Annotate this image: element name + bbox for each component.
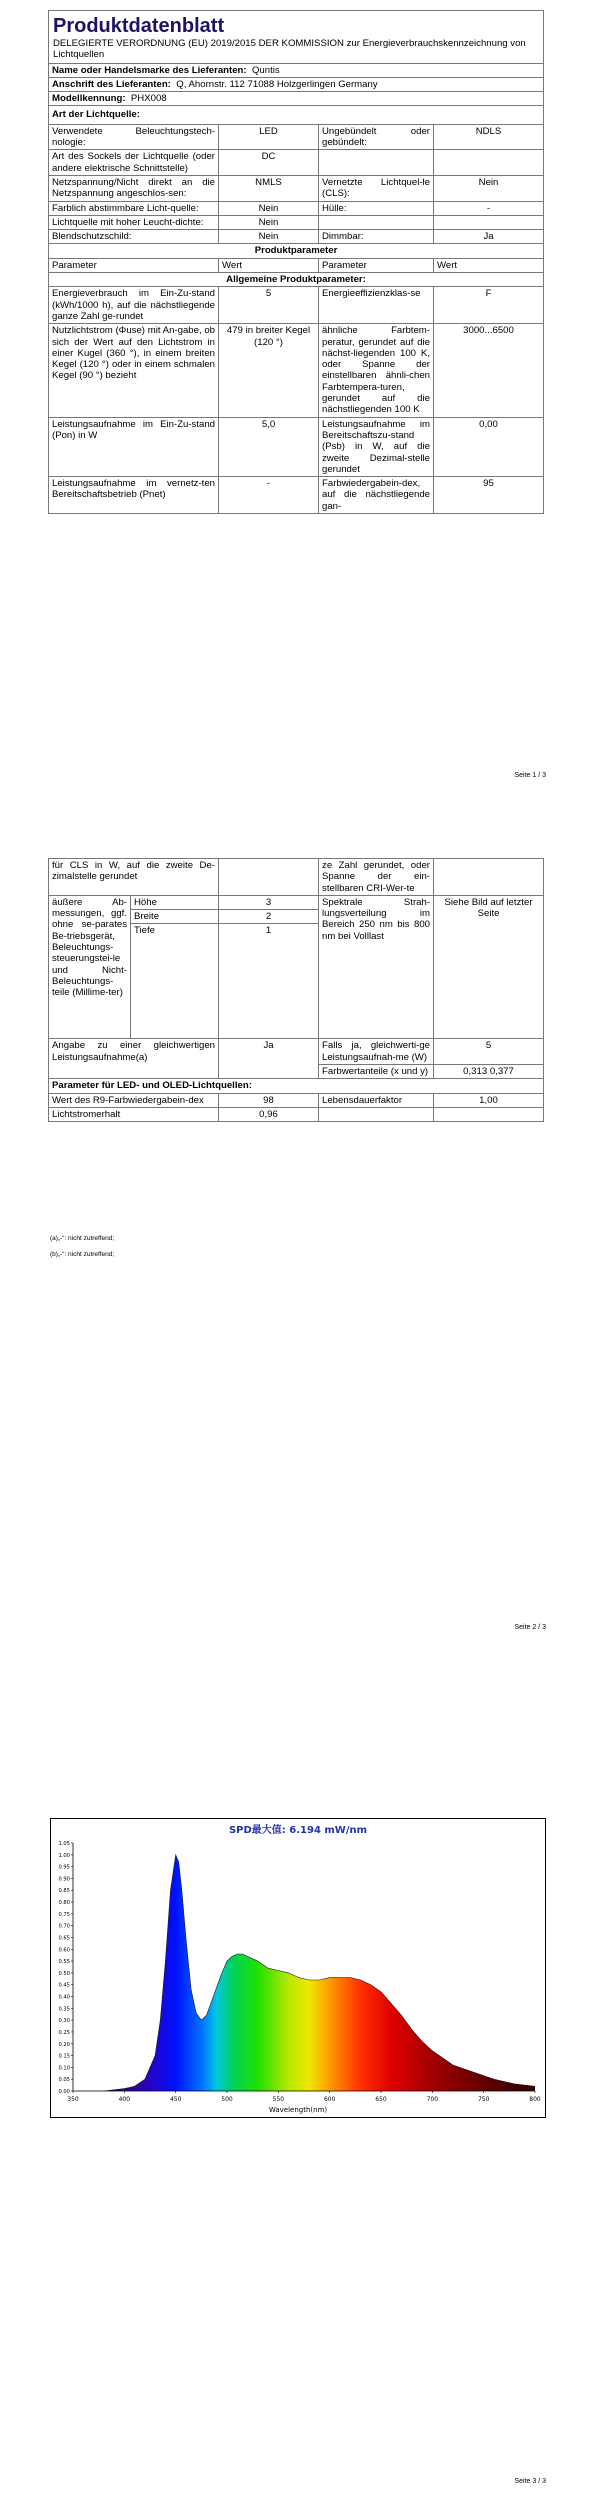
- row-label: Hülle:: [319, 201, 434, 215]
- row-label: Verwendete Beleuchtungstech-nologie:: [49, 124, 219, 150]
- row-value: [434, 150, 544, 176]
- y-tick-label: 0.95: [58, 1864, 70, 1871]
- y-tick-label: 0.80: [58, 1900, 70, 1907]
- param-label: Leistungsaufnahme im vernetz-ten Bereitschaftsbetrieb (Pnet): [49, 477, 219, 514]
- y-tick-label: 0.30: [58, 2018, 70, 2025]
- chart-title: SPD最大值: 6.194 mW/nm: [228, 1825, 368, 1836]
- product-params-heading: Produktparameter: [49, 244, 544, 258]
- y-tick-label: 0.90: [58, 1876, 70, 1883]
- x-tick-label: 400: [118, 2096, 131, 2103]
- dimension-name: Breite: [131, 910, 219, 924]
- column-header-value: Wert: [219, 258, 319, 272]
- row-label: [319, 215, 434, 229]
- y-tick-label: 0.35: [58, 2006, 70, 2013]
- param-value: 479 in breiter Kegel (120 °): [219, 324, 319, 417]
- supplier-address-label: Anschrift des Lieferanten:: [52, 78, 171, 90]
- x-tick-label: 350: [67, 2096, 79, 2103]
- param-label: Leistungsaufnahme im Bereitschaftszu-stand (Psb) in W, auf die zweite Dezimal-stelle gerundet: [319, 417, 434, 476]
- dimension-value: 3: [219, 895, 319, 909]
- equiv-power-value: Ja: [219, 1039, 319, 1079]
- r9-label: Wert des R9-Farbwiedergabein-dex: [49, 1093, 219, 1107]
- datasheet-table-page-2: [48, 858, 544, 1122]
- flux-maintenance-label: Lichtstromerhalt: [49, 1107, 219, 1121]
- continued-label: für CLS in W, auf die zweite De-zimalstelle gerundet: [49, 859, 219, 896]
- y-tick-label: 0.00: [58, 2089, 70, 2095]
- x-tick-label: 700: [426, 2096, 439, 2103]
- spd-chart: [50, 1818, 546, 2118]
- row-label: Vernetzte Lichtquel-le (CLS):: [319, 175, 434, 201]
- spd-value: Siehe Bild auf letzter Seite: [434, 895, 544, 1039]
- x-tick-label: 550: [272, 2096, 285, 2103]
- row-value: [434, 215, 544, 229]
- row-value: LED: [219, 124, 319, 150]
- column-header-value: Wert: [434, 258, 544, 272]
- param-label: Energieeffizienzklas-se: [319, 287, 434, 324]
- supplier-name-label: Name oder Handelsmarke des Lieferanten:: [52, 64, 247, 76]
- empty-cell: [319, 1107, 434, 1121]
- page-title: Produktdatenblatt: [53, 15, 225, 37]
- y-tick-label: 0.60: [58, 1947, 70, 1954]
- datasheet-table-page-1: [48, 10, 544, 514]
- model-label: Modellkennung:: [52, 93, 126, 105]
- flux-maintenance-value: 0,96: [219, 1107, 319, 1121]
- row-label: Ungebündelt oder gebündelt:: [319, 124, 434, 150]
- param-label: Nutzlichtstrom (Φuse) mit An-gabe, ob sich der Wert auf den Lichtstrom in einer Kugel (360 °), in einem breiten Kegel (120 °) oder in einem schmalen Kegel (90 °) bezieht: [49, 324, 219, 417]
- x-tick-label: 500: [221, 2096, 233, 2103]
- y-tick-label: 0.20: [58, 2041, 70, 2048]
- y-tick-label: 0.40: [58, 1994, 70, 2001]
- row-value: Nein: [219, 215, 319, 229]
- param-value: 5,0: [219, 417, 319, 476]
- y-tick-label: 1.05: [58, 1841, 70, 1847]
- r9-value: 98: [219, 1093, 319, 1107]
- chromaticity-label: Farbwertanteile (x und y): [319, 1065, 434, 1079]
- led-section-heading: Parameter für LED- und OLED-Lichtquellen:: [49, 1079, 544, 1093]
- dimensions-label: äußere Ab-messungen, ggf. ohne se-parates Be-triebsgerät, Beleuchtungs-steuerungstei-le und Nicht-Beleuchtungs-teile (Millime-ter): [49, 895, 131, 1039]
- y-tick-label: 0.65: [58, 1935, 70, 1942]
- y-tick-label: 0.55: [58, 1959, 70, 1966]
- lifetime-value: 1,00: [434, 1093, 544, 1107]
- param-value: 3000...6500: [434, 324, 544, 417]
- dimension-value: 1: [219, 924, 319, 1039]
- page-1: [0, 0, 591, 800]
- footnote-b: (b)„-“: nicht zutreffend;: [50, 1251, 115, 1258]
- empty-cell: [219, 859, 319, 896]
- empty-cell: [434, 1107, 544, 1121]
- row-label: Farblich abstimmbare Licht-quelle:: [49, 201, 219, 215]
- supplier-name-value: Quntis: [251, 64, 280, 76]
- y-tick-label: 0.25: [58, 2029, 70, 2036]
- general-params-heading: Allgemeine Produktparameter:: [49, 273, 544, 287]
- row-value: -: [434, 201, 544, 215]
- row-value: Nein: [219, 230, 319, 244]
- x-axis-label: Wavelength(nm): [268, 2106, 328, 2114]
- row-label: Netzspannung/Nicht direkt an die Netzspannung angeschlos-sen:: [49, 175, 219, 201]
- page-2: [0, 858, 591, 1658]
- y-tick-label: 0.05: [58, 2077, 70, 2084]
- page-footer: Seite 1 / 3: [514, 772, 546, 779]
- chromaticity-value: 0,313 0,377: [434, 1065, 544, 1079]
- param-label: Farbwiedergabein-dex, auf die nächstliegende gan-: [319, 477, 434, 514]
- light-source-type-heading: Art der Lichtquelle:: [49, 106, 544, 124]
- spd-chart-svg: [51, 1819, 545, 2117]
- supplier-address-value: Q, Ahornstr. 112 71088 Holzgerlingen Germany: [176, 78, 378, 90]
- model-value: PHX008: [130, 93, 167, 105]
- row-value: DC: [219, 150, 319, 176]
- equiv-power-w-value: 5: [434, 1039, 544, 1065]
- spd-label: Spektrale Strah-lungsverteilung im Bereich 250 nm bis 800 nm bei Volllast: [319, 895, 434, 1039]
- x-tick-label: 750: [477, 2096, 490, 2103]
- y-tick-label: 0.70: [58, 1923, 70, 1930]
- lifetime-label: Lebensdauerfaktor: [319, 1093, 434, 1107]
- page-footer: Seite 2 / 3: [514, 1624, 546, 1631]
- column-header-param: Parameter: [49, 258, 219, 272]
- param-value: F: [434, 287, 544, 324]
- footnote-a: (a)„-“: nicht zutreffend;: [50, 1235, 115, 1242]
- row-label: Dimmbar:: [319, 230, 434, 244]
- x-tick-label: 800: [529, 2096, 541, 2103]
- param-value: 5: [219, 287, 319, 324]
- regulation-text: DELEGIERTE VERORDNUNG (EU) 2019/2015 DER KOMMISSION zur Energieverbrauchskennzeichnung von Lichtquellen: [53, 38, 526, 61]
- empty-cell: [434, 859, 544, 896]
- y-tick-label: 0.15: [58, 2053, 70, 2060]
- y-tick-label: 0.85: [58, 1888, 70, 1895]
- x-tick-label: 450: [169, 2096, 182, 2103]
- equiv-power-label: Angabe zu einer gleichwertigen Leistungsaufnahme(a): [49, 1039, 219, 1079]
- equiv-power-w-label: Falls ja, gleichwerti-ge Leistungsaufnah-me (W): [319, 1039, 434, 1065]
- y-tick-label: 0.10: [58, 2065, 70, 2072]
- param-value: -: [219, 477, 319, 514]
- row-value: Nein: [434, 175, 544, 201]
- dimension-name: Höhe: [131, 895, 219, 909]
- dimension-name: Tiefe: [131, 924, 219, 1039]
- spd-area: [104, 1855, 535, 2091]
- y-tick-label: 1.00: [58, 1852, 70, 1859]
- row-label: Blendschutzschild:: [49, 230, 219, 244]
- row-value: NDLS: [434, 124, 544, 150]
- row-value: Nein: [219, 201, 319, 215]
- x-tick-label: 600: [323, 2096, 336, 2103]
- page-footer: Seite 3 / 3: [514, 2478, 546, 2485]
- row-value: NMLS: [219, 175, 319, 201]
- y-tick-label: 0.50: [58, 1970, 70, 1977]
- y-tick-label: 0.75: [58, 1911, 70, 1918]
- param-value: 0,00: [434, 417, 544, 476]
- row-label: [319, 150, 434, 176]
- row-label: Lichtquelle mit hoher Leucht-dichte:: [49, 215, 219, 229]
- param-value: 95: [434, 477, 544, 514]
- param-label: ähnliche Farbtem-peratur, gerundet auf die nächst-liegenden 100 K, oder Spanne der einstellbaren ähnli-chen Farbtempera-turen, gerundet auf die nächstliegenden 100 K: [319, 324, 434, 417]
- column-header-param: Parameter: [319, 258, 434, 272]
- y-tick-label: 0.45: [58, 1982, 70, 1989]
- param-label: Leistungsaufnahme im Ein-Zu-stand (Pon) in W: [49, 417, 219, 476]
- row-value: Ja: [434, 230, 544, 244]
- continued-label: ze Zahl gerundet, oder Spanne der ein-stellbaren CRI-Wer-te: [319, 859, 434, 896]
- row-label: Art des Sockels der Lichtquelle (oder andere elektrische Schnittstelle): [49, 150, 219, 176]
- param-label: Energieverbrauch im Ein-Zu-stand (kWh/1000 h), auf die nächstliegende ganze Zahl ge-rundet: [49, 287, 219, 324]
- dimension-value: 2: [219, 910, 319, 924]
- x-tick-label: 650: [375, 2096, 387, 2103]
